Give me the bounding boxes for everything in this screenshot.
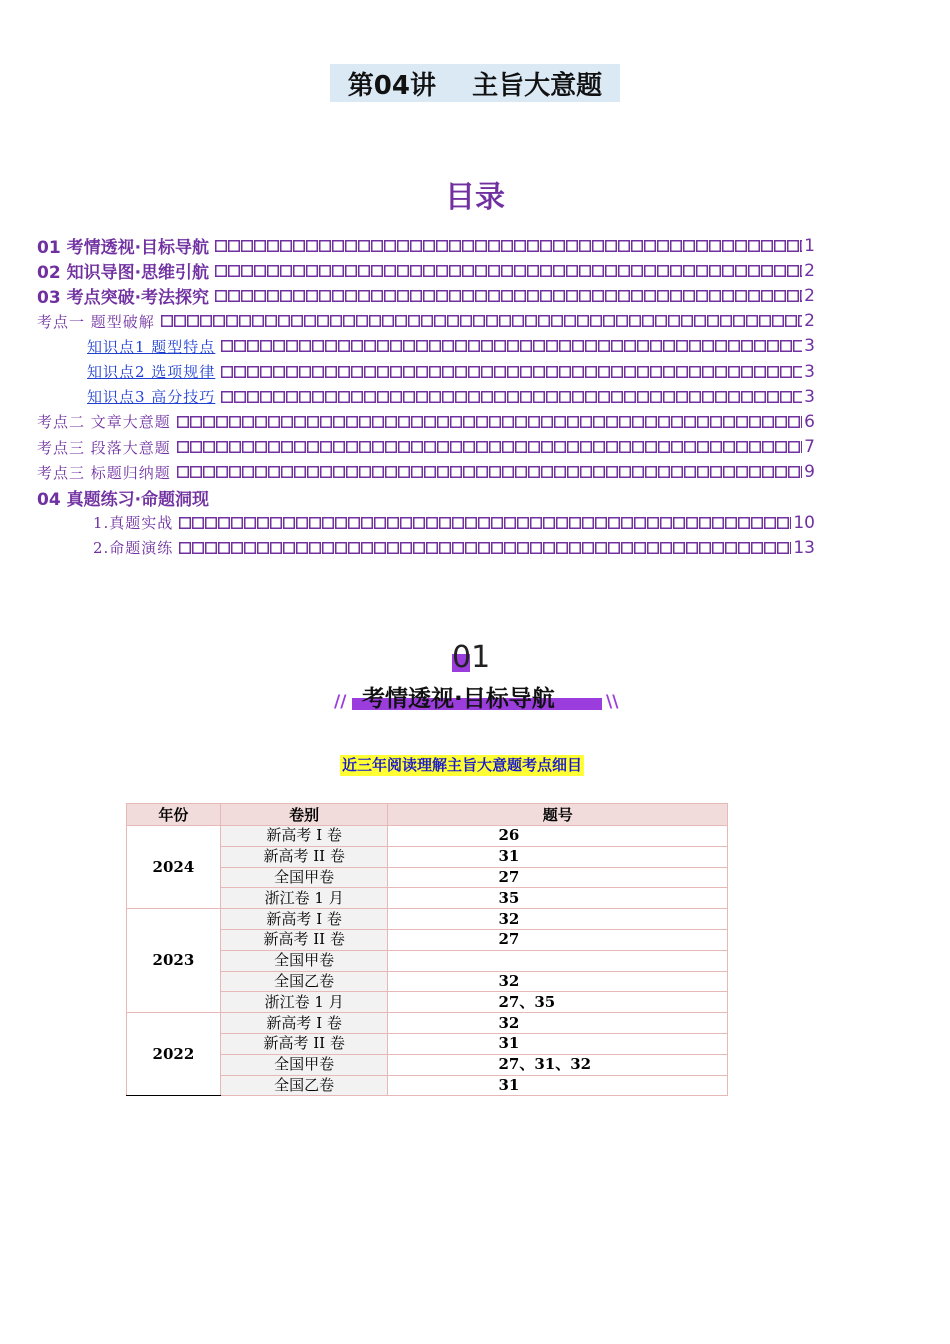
header-question: 题号 xyxy=(388,804,728,826)
toc-page-number: 10 xyxy=(793,512,815,533)
table-caption: 近三年阅读理解主旨大意题考点细目 xyxy=(342,756,583,774)
toc-leader xyxy=(221,389,802,405)
document-title: 第04讲 主旨大意题 xyxy=(330,64,620,102)
toc-page-number: 2 xyxy=(804,311,815,332)
toc-page-number: 1 xyxy=(804,235,815,256)
toc-entry[interactable] xyxy=(37,435,815,460)
paper-cell: 浙江卷 1 月 xyxy=(220,992,388,1013)
paper-cell: 全国甲卷 xyxy=(220,867,388,888)
question-cell: 26 xyxy=(388,826,728,847)
year-cell: 2024 xyxy=(127,826,221,909)
paper-cell: 新高考 I 卷 xyxy=(220,1013,388,1034)
toc-leader xyxy=(221,364,802,380)
question-cell: 27、35 xyxy=(388,992,728,1013)
paper-cell: 全国甲卷 xyxy=(220,950,388,971)
toc-leader xyxy=(221,338,802,354)
paper-cell: 全国乙卷 xyxy=(220,1075,388,1096)
toc-entry-text: 2.命题演练 xyxy=(93,539,174,558)
table-header-row xyxy=(127,804,728,826)
toc-leader xyxy=(161,313,802,329)
paper-cell: 新高考 II 卷 xyxy=(220,846,388,867)
toc-entry-text: 考点一 题型破解 xyxy=(37,312,155,331)
section-slash-right: \\ xyxy=(606,692,619,712)
toc-leader xyxy=(215,263,802,279)
header-year: 年份 xyxy=(127,804,221,826)
toc-entry-text: 04 真题练习·命题洞现 xyxy=(37,489,210,510)
table-row xyxy=(127,826,728,847)
year-cell: 2022 xyxy=(127,1013,221,1096)
toc-entry[interactable] xyxy=(37,334,815,359)
section-number: 01 xyxy=(452,640,491,675)
toc-entry-text: 知识点2 选项规律 xyxy=(87,363,216,382)
header-paper: 卷别 xyxy=(220,804,388,826)
toc-entry-text: 03 考点突破·考法探究 xyxy=(37,288,210,309)
toc-entry-text: 02 知识导图·思维引航 xyxy=(37,263,210,284)
toc-page-number: 3 xyxy=(804,386,815,407)
question-cell: 32 xyxy=(388,1013,728,1034)
toc-entry-text: 01 考情透视·目标导航 xyxy=(37,238,210,259)
section-title: 考情透视·目标导航 xyxy=(362,686,555,712)
toc-heading: 目录 xyxy=(445,180,505,215)
paper-cell: 全国甲卷 xyxy=(220,1054,388,1075)
question-cell: 27 xyxy=(388,867,728,888)
question-cell: 31 xyxy=(388,1075,728,1096)
paper-cell: 新高考 I 卷 xyxy=(220,826,388,847)
toc-entry[interactable] xyxy=(37,535,815,560)
toc-entry-text: 考点三 段落大意题 xyxy=(37,438,171,457)
question-cell: 35 xyxy=(388,888,728,909)
paper-cell: 新高考 II 卷 xyxy=(220,929,388,950)
toc-leader xyxy=(177,439,802,455)
toc-leader xyxy=(179,540,791,556)
question-cell: 32 xyxy=(388,909,728,930)
exam-table xyxy=(126,803,728,1096)
toc-page-number: 13 xyxy=(793,537,815,558)
toc-entry[interactable] xyxy=(37,460,815,485)
toc-page-number: 9 xyxy=(804,462,815,483)
toc-page-number: 6 xyxy=(804,411,815,432)
toc-entry-text: 知识点1 题型特点 xyxy=(87,337,216,356)
toc-leader xyxy=(179,515,791,531)
toc-entry[interactable] xyxy=(37,485,815,510)
toc-entry-text: 知识点3 高分技巧 xyxy=(87,388,216,407)
year-cell: 2023 xyxy=(127,909,221,1013)
toc-entry[interactable] xyxy=(37,409,815,434)
question-cell xyxy=(388,950,728,971)
toc-page-number: 3 xyxy=(804,361,815,382)
paper-cell: 新高考 II 卷 xyxy=(220,1033,388,1054)
toc-page-number: 7 xyxy=(804,437,815,458)
toc-page-number: 3 xyxy=(804,336,815,357)
toc-entry[interactable] xyxy=(37,233,815,258)
toc-entry-text: 1.真题实战 xyxy=(93,514,174,533)
question-cell: 27、31、32 xyxy=(388,1054,728,1075)
toc-entry[interactable] xyxy=(37,309,815,334)
toc-leader xyxy=(215,238,802,254)
toc-entry[interactable] xyxy=(37,258,815,283)
question-cell: 31 xyxy=(388,846,728,867)
paper-cell: 浙江卷 1 月 xyxy=(220,888,388,909)
toc-leader xyxy=(177,414,802,430)
question-cell: 31 xyxy=(388,1033,728,1054)
toc-entry[interactable] xyxy=(37,510,815,535)
toc-leader xyxy=(177,464,802,480)
toc-entry[interactable] xyxy=(37,359,815,384)
section-slash-left: // xyxy=(334,692,347,712)
question-cell: 27 xyxy=(388,929,728,950)
toc-page-number: 2 xyxy=(804,285,815,306)
toc-page-number: 2 xyxy=(804,260,815,281)
paper-cell: 全国乙卷 xyxy=(220,971,388,992)
toc-entry-text: 考点二 文章大意题 xyxy=(37,413,171,432)
question-cell: 32 xyxy=(388,971,728,992)
paper-cell: 新高考 I 卷 xyxy=(220,909,388,930)
table-row xyxy=(127,1013,728,1034)
toc-entry[interactable] xyxy=(37,384,815,409)
toc-entry[interactable] xyxy=(37,283,815,308)
table-row xyxy=(127,909,728,930)
toc-leader xyxy=(215,288,802,304)
table-of-contents xyxy=(37,233,815,560)
toc-entry-text: 考点三 标题归纳题 xyxy=(37,463,171,482)
